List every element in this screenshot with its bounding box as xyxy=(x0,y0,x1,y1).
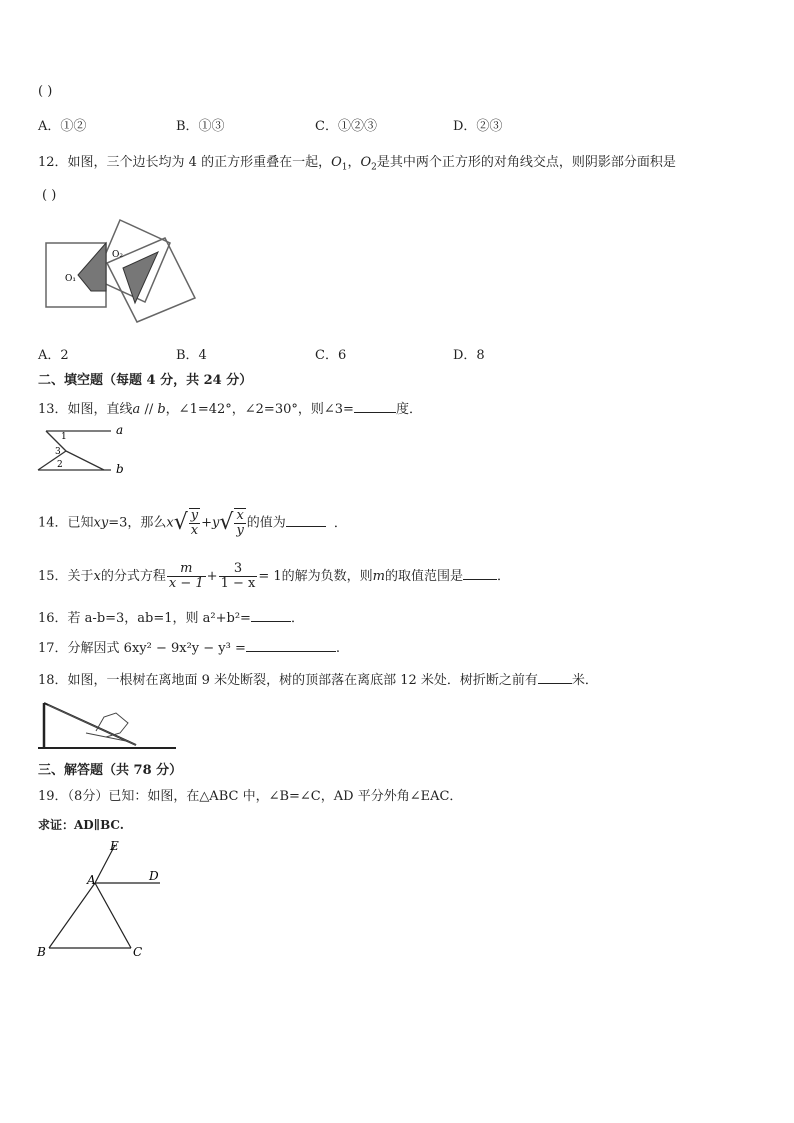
q14-eq: =3，那么 xyxy=(108,515,167,531)
q17-answer-blank[interactable] xyxy=(246,639,336,652)
label-C: C xyxy=(133,945,143,959)
q18-text: 18．如图，一根树在离地面 9 米处断裂，树的顶部落在离底部 12 米处．树折断之前有 xyxy=(38,673,538,688)
q14-text-a: 14．已知 xyxy=(38,515,94,531)
label-angle-2: 2 xyxy=(57,460,63,470)
q12-sub2: 2 xyxy=(371,162,377,173)
q15-frac1-den: x − 1 xyxy=(168,576,204,591)
q15-plus: + xyxy=(206,569,218,584)
q14-frac1-den: x xyxy=(190,523,199,538)
q15-eq: = 1 xyxy=(258,569,282,584)
broken-top-edge xyxy=(48,705,136,745)
q19-triangle-figure xyxy=(32,838,172,963)
q19-prove: 求证：AD∥BC. xyxy=(38,818,124,832)
q15-frac1-num: m xyxy=(167,562,206,577)
q12-option-d: D．8 xyxy=(453,348,485,363)
label-o1: O₁ xyxy=(65,274,76,284)
q17-text: 17．分解因式 6xy² − 9x²y − y³ = xyxy=(38,641,246,656)
label-A: A xyxy=(87,873,96,887)
q16-text: 16．若 a-b=3，ab=1，则 a²+b²= xyxy=(38,611,251,626)
q14-frac2 xyxy=(234,508,245,538)
q13-parallel-lines-figure xyxy=(36,420,136,475)
q12-comma: ， xyxy=(347,155,361,170)
q13-text-a: 13．如图，直线 xyxy=(38,402,133,417)
q14-frac2-den: y xyxy=(236,523,244,538)
q13-stem xyxy=(38,398,422,417)
q18-broken-tree-figure xyxy=(36,693,181,753)
q12-stem-b: 是其中两个正方形的对角线交点，则阴影部分面积是 xyxy=(376,155,676,170)
q12-squares-figure xyxy=(40,215,205,327)
q14-xy: xy xyxy=(93,515,109,531)
label-o2: O₂ xyxy=(112,250,123,260)
q19-stem: 19．（8分）已知：如图，在△ABC 中，∠B=∠C，AD 平分外角∠EAC． xyxy=(38,789,463,804)
q14-frac2-num: x xyxy=(234,509,245,524)
q15-text-b: 的分式方程 xyxy=(100,569,166,584)
q12-option-a: A．2 xyxy=(38,348,69,363)
label-B: B xyxy=(37,945,46,959)
q14-end: ． xyxy=(333,515,347,531)
label-b: b xyxy=(116,462,124,475)
q16-end: ． xyxy=(290,611,304,626)
q12-paren: ( ) xyxy=(42,188,57,203)
q13-text-c: 度． xyxy=(395,402,422,417)
q14-answer-blank[interactable] xyxy=(286,514,326,527)
q12-o1: O xyxy=(331,155,342,170)
label-a: a xyxy=(116,423,124,437)
q11-option-c: C．①②③ xyxy=(315,119,377,134)
side-AB xyxy=(49,883,95,948)
q14-text-b: 的值为 xyxy=(246,515,286,531)
q15-text-d: 的取值范围是 xyxy=(384,569,463,584)
label-D: D xyxy=(149,869,159,883)
q12-sub1: 1 xyxy=(341,162,348,173)
shaded-region-left xyxy=(78,243,106,291)
q14-y1: y xyxy=(212,515,220,531)
q14-plus: + xyxy=(201,515,213,531)
side-AC xyxy=(95,883,131,948)
section3-heading: 三、解答题（共 78 分） xyxy=(38,763,183,778)
q12-stem xyxy=(38,151,676,173)
q12-o2: O xyxy=(360,155,372,170)
q18-end: 米． xyxy=(571,673,598,688)
label-angle-3: 3 xyxy=(55,447,61,457)
q11-option-b: B．①③ xyxy=(176,119,225,134)
q18-stem xyxy=(38,669,598,688)
q15-frac2-num: 3 xyxy=(219,562,258,577)
transversal-right xyxy=(66,451,104,470)
q14-sqrt1: √ xyxy=(173,510,188,535)
q15-end: ． xyxy=(497,569,511,584)
q16-answer-blank[interactable] xyxy=(251,609,291,622)
q16-stem xyxy=(38,607,304,626)
q12-stem-a: 12．如图，三个边长均为 4 的正方形重叠在一起， xyxy=(38,155,332,170)
q15-frac2 xyxy=(219,562,258,591)
q11-paren: ( ) xyxy=(38,84,53,99)
q15-m: m xyxy=(372,569,385,584)
q15-frac2-den: 1 − x xyxy=(220,576,256,591)
q15-text-a: 15．关于 xyxy=(38,569,94,584)
q14-frac1 xyxy=(189,508,200,538)
q15-stem xyxy=(38,556,510,598)
q13-text-b: ，∠1=42°，∠2=30°，则∠3= xyxy=(165,402,354,417)
q13-a: a xyxy=(132,402,141,417)
q15-answer-blank[interactable] xyxy=(463,567,497,580)
q12-option-b: B．4 xyxy=(176,348,207,363)
q14-x1: x xyxy=(166,515,174,531)
q13-parallel: // xyxy=(140,402,158,417)
label-E: E xyxy=(110,839,119,853)
q14-stem xyxy=(38,503,347,544)
label-angle-1: 1 xyxy=(61,432,67,442)
q15-x: x xyxy=(93,569,101,584)
shaded-region-right xyxy=(123,252,158,303)
q18-answer-blank[interactable] xyxy=(538,671,572,684)
q12-option-c: C．6 xyxy=(315,348,347,363)
q13-b: b xyxy=(157,402,166,417)
q14-sqrt2: √ xyxy=(219,510,234,535)
q14-frac1-num: y xyxy=(190,508,199,523)
q15-frac1 xyxy=(167,562,206,591)
q11-option-d: D．②③ xyxy=(453,119,503,134)
q17-stem xyxy=(38,637,340,656)
section2-heading: 二、填空题（每题 4 分，共 24 分） xyxy=(38,373,253,388)
q15-text-c: 的解为负数，则 xyxy=(281,569,373,584)
q11-option-a: A．①② xyxy=(38,119,87,134)
q13-answer-blank[interactable] xyxy=(354,400,396,413)
q17-end: . xyxy=(335,641,341,656)
